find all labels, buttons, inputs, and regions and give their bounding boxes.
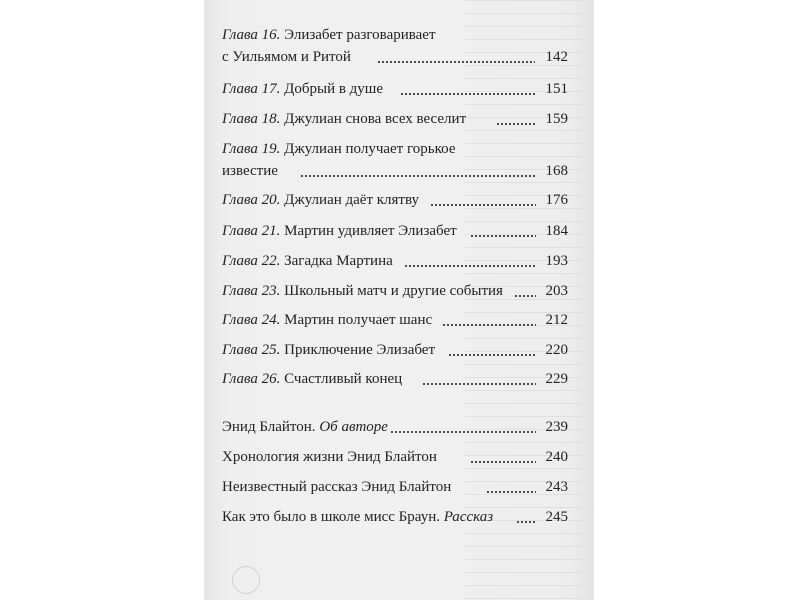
toc-entry-chapter-25 — [222, 340, 568, 360]
toc-entry-chapter-23 — [222, 281, 568, 301]
page-number: 229 — [545, 371, 568, 387]
toc-entry-chapter-18 — [222, 109, 568, 129]
dot-leader — [390, 431, 536, 433]
chapter-title: Мартин удивляет Элизабет — [284, 223, 457, 239]
toc-entry-chapter-22 — [222, 251, 568, 271]
chapter-title: Счастливый конец — [284, 371, 403, 387]
entry-title: Энид Блайтон. — [222, 419, 316, 435]
page-number: 239 — [545, 419, 568, 435]
page-number: 220 — [545, 342, 568, 358]
toc-entry-chapter-20 — [222, 190, 568, 210]
page-number: 243 — [545, 479, 568, 495]
chapter-title: Джулиан даёт клятву — [284, 192, 420, 208]
entry-subtitle: Об авторе — [319, 419, 388, 435]
chapter-title: Мартин получает шанс — [284, 312, 433, 328]
dot-leader — [442, 324, 536, 326]
page-number: 203 — [545, 283, 568, 299]
toc-entry-chronology — [222, 447, 568, 467]
chapter-title: Элизабет разговаривает — [284, 27, 436, 43]
dot-leader — [486, 491, 536, 493]
page-number: 142 — [545, 49, 568, 65]
entry-title: Хронология жизни Энид Блайтон — [222, 449, 437, 465]
page-number: 159 — [545, 111, 568, 127]
entry-title: Неизвестный рассказ Энид Блайтон — [222, 479, 452, 495]
dot-leader — [470, 235, 536, 237]
toc-entry-chapter-21 — [222, 221, 568, 241]
chapter-label: Глава 25. — [222, 342, 281, 358]
chapter-title: Загадка Мартина — [284, 253, 393, 269]
page-number: 193 — [545, 253, 568, 269]
page-number: 176 — [545, 192, 568, 208]
page-number: 212 — [545, 312, 568, 328]
toc-entry-about-author — [222, 417, 568, 437]
dot-leader — [300, 175, 536, 177]
dot-leader — [448, 354, 536, 356]
toc-entry-chapter-24 — [222, 310, 568, 330]
chapter-label: Глава 21. — [222, 223, 281, 239]
seal-bleed-through — [232, 566, 260, 594]
dot-leader — [400, 93, 536, 95]
chapter-title: Добрый в душе — [284, 81, 384, 97]
toc-entry-miss-brown-story — [222, 507, 568, 527]
toc-entry-chapter-26 — [222, 369, 568, 389]
page-number: 184 — [545, 223, 568, 239]
chapter-label: Глава 16. — [222, 27, 281, 43]
chapter-title: Джулиан получает горькое — [284, 141, 456, 157]
chapter-label: Глава 19. — [222, 141, 281, 157]
dot-leader — [430, 204, 536, 206]
dot-leader — [377, 61, 535, 63]
dot-leader — [404, 265, 536, 267]
toc-entry-chapter-16 — [222, 25, 568, 45]
toc-entry-chapter-17 — [222, 79, 568, 99]
chapter-label: Глава 23. — [222, 283, 281, 299]
chapter-title-cont: с Уильямом и Ритой — [222, 49, 351, 65]
chapter-label: Глава 20. — [222, 192, 281, 208]
dot-leader — [514, 295, 536, 297]
chapter-label: Глава 22. — [222, 253, 281, 269]
toc-entry-chapter-19 — [222, 139, 568, 159]
dot-leader — [470, 461, 536, 463]
entry-title: Как это было в школе мисс Браун. — [222, 509, 440, 525]
page-number: 151 — [545, 81, 568, 97]
chapter-label: Глава 17. — [222, 81, 281, 97]
chapter-title: Школьный матч и другие события — [284, 283, 503, 299]
chapter-label: Глава 18. — [222, 111, 281, 127]
toc-entry-chapter-16-cont — [222, 47, 568, 67]
chapter-title: Джулиан снова всех веселит — [284, 111, 467, 127]
chapter-label: Глава 26. — [222, 371, 281, 387]
page-number: 168 — [545, 163, 568, 179]
chapter-label: Глава 24. — [222, 312, 281, 328]
page-number: 240 — [545, 449, 568, 465]
chapter-title-cont: известие — [222, 163, 278, 179]
page-number: 245 — [545, 509, 568, 525]
dot-leader — [496, 123, 536, 125]
entry-subtitle: Рассказ — [443, 509, 494, 525]
dot-leader — [422, 383, 536, 385]
chapter-title: Приключение Элизабет — [284, 342, 436, 358]
toc-entry-chapter-19-cont — [222, 161, 568, 181]
dot-leader — [516, 521, 536, 523]
toc-entry-unknown-story — [222, 477, 568, 497]
